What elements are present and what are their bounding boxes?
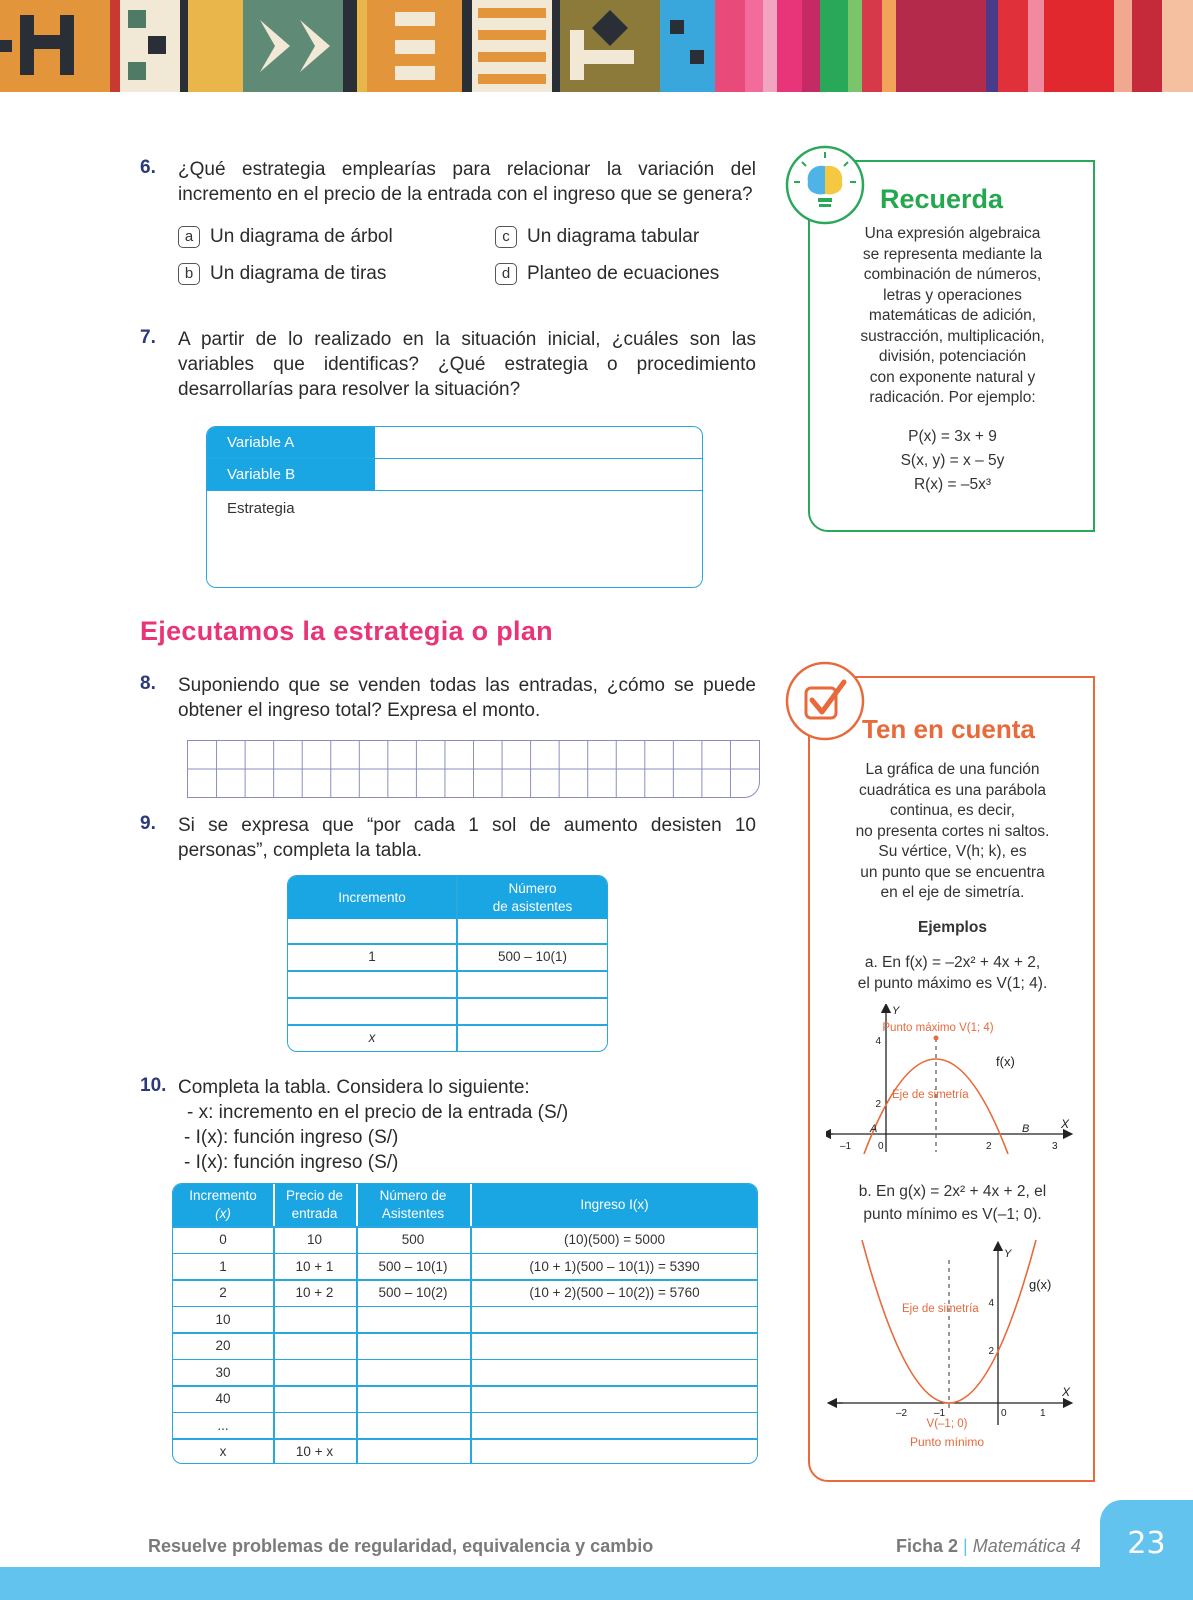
ten-line: Su vértice, V(h; k), es [878, 843, 1027, 860]
option-b[interactable] [178, 263, 386, 285]
variable-a-input[interactable] [375, 427, 702, 458]
example-b [820, 1180, 1085, 1226]
row-divider [173, 1226, 757, 1228]
row-divider [288, 1024, 607, 1026]
header-income: Ingreso I(x) [580, 1197, 649, 1212]
question-6-number: 6. [140, 157, 156, 178]
table-cell: (10 + 2)(500 – 10(2)) = 5760 [529, 1285, 700, 1300]
recuerda-example: S(x, y) = x – 5y [900, 452, 1005, 469]
table-cell: (10 + 1)(500 – 10(1)) = 5390 [529, 1258, 700, 1274]
option-a[interactable] [178, 226, 393, 248]
recuerda-line: división, potenciación [878, 348, 1027, 365]
header-number: Número de [379, 1188, 447, 1203]
ten-line: cuadrática es una parábola [859, 781, 1046, 799]
brain-bulb-icon [784, 144, 866, 226]
examples-title: Ejemplos [918, 919, 987, 936]
example-a-line: el punto máximo es V(1; 4). [857, 974, 1048, 992]
question-10-intro: Completa la tabla. Considera lo siguiente: [178, 1077, 530, 1098]
recuerda-example: R(x) = –5x³ [913, 476, 992, 493]
table-cell: 500 – 10(1) [497, 949, 568, 964]
ten-line: La gráfica de una función [865, 761, 1040, 778]
footer-ficha-label: Ficha 2 [896, 1536, 959, 1556]
ten-en-cuenta-text [820, 760, 1085, 904]
recuerda-line: sustracción, multiplicación, [860, 327, 1045, 345]
variable-b-input[interactable] [375, 459, 702, 490]
option-letter: b [178, 263, 200, 285]
footer-ficha [896, 1536, 1081, 1557]
row-divider [173, 1412, 757, 1414]
recuerda-example: P(x) = 3x + 9 [908, 428, 997, 445]
row-divider [173, 1306, 757, 1308]
point-b-label: B [1022, 1123, 1030, 1135]
table-cell: 10 [306, 1232, 323, 1247]
question-6-text: ¿Qué estrategia emplearías para relacionar la variación del incremento en el precio de la entrada con el ingreso que se genera? [178, 159, 756, 205]
table-cell: (10)(500) = 5000 [564, 1232, 665, 1247]
option-letter: d [495, 263, 517, 285]
tick: –1 [840, 1141, 852, 1152]
decorative-banner [0, 0, 1193, 92]
table-cell: 10 + x [295, 1444, 334, 1459]
header-attendees: de asistentes [492, 899, 573, 914]
variable-a-label: Variable A [207, 427, 375, 458]
recuerda-line: radicación. Por ejemplo: [869, 389, 1036, 406]
graph-a-parabola [826, 1004, 1076, 1154]
recuerda-line: Una expresión algebraica [864, 225, 1041, 242]
row-divider [173, 1438, 757, 1440]
recuerda-line: con exponente natural y [869, 368, 1036, 386]
recuerda-line: matemáticas de adición, [868, 307, 1037, 324]
question-9-text: Si se expresa que “por cada 1 sol de aumento desisten 10 personas”, completa la tabla. [178, 815, 756, 861]
recuerda-examples [820, 425, 1085, 497]
tick: –1 [934, 1408, 946, 1419]
table-cell: 1 [219, 1258, 227, 1274]
variable-b-row [207, 459, 702, 491]
row-divider [173, 1279, 757, 1281]
attendance-table [287, 875, 608, 1052]
ten-line: continua, es decir, [890, 802, 1015, 819]
function-label: f(x) [996, 1054, 1015, 1069]
ten-line: no presenta cortes ni saltos. [855, 822, 1050, 840]
option-label: Un diagrama de árbol [210, 226, 393, 247]
page-number: 23 [1127, 1526, 1166, 1561]
x-axis-label: X [1062, 1385, 1071, 1399]
example-a [820, 953, 1085, 994]
example-a-line: a. En f(x) = –2x² + 4x + 2, [864, 954, 1041, 971]
question-8-text: Suponiendo que se venden todas las entradas, ¿cómo se puede obtener el ingreso total? Expresa el monto. [178, 675, 756, 721]
table-cell: 500 [401, 1232, 425, 1247]
option-label: Un diagrama de tiras [210, 263, 387, 284]
table-cell: 500 – 10(1) [378, 1258, 448, 1274]
tick: 1 [1040, 1408, 1046, 1419]
tick: 4 [875, 1036, 881, 1047]
section-title: Ejecutamos la estrategia o plan [140, 616, 553, 646]
header-number: Número [508, 881, 557, 896]
option-label: Planteo de ecuaciones [527, 263, 720, 284]
row-divider [173, 1332, 757, 1334]
table-cell: 0 [219, 1232, 227, 1247]
table-cell: 10 [215, 1311, 231, 1327]
tick: 2 [988, 1346, 994, 1357]
vertex-label: V(–1; 0) [926, 1418, 968, 1430]
x-axis-label: X [1061, 1117, 1070, 1131]
tick: 0 [1001, 1408, 1007, 1419]
ten-line: un punto que se encuentra [860, 863, 1045, 881]
recuerda-line: combinación de números, [863, 266, 1042, 283]
row-divider [173, 1359, 757, 1361]
point-a-label: A [870, 1123, 878, 1135]
min-point-label: Punto mínimo [909, 1435, 985, 1449]
header-increment: Incremento [338, 890, 406, 905]
footer-bar [0, 1567, 1193, 1600]
row-divider [173, 1253, 757, 1255]
ten-en-cuenta-title: Ten en cuenta [862, 714, 1035, 744]
checkbox-icon [784, 660, 866, 742]
footer-subject: Matemática 4 [972, 1536, 1081, 1556]
symmetry-label: Eje de simetría [892, 1089, 969, 1101]
bullet-3: - I(x): función ingreso (S/) [184, 1152, 399, 1173]
example-b-line: punto mínimo es V(–1; 0). [863, 1206, 1042, 1223]
ten-line: en el eje de simetría. [880, 884, 1025, 901]
symmetry-label: Eje de simetría [902, 1303, 979, 1315]
strategy-label: Estrategia [227, 500, 295, 517]
tick: 3 [1052, 1141, 1058, 1152]
recuerda-line: se representa mediante la [862, 245, 1043, 263]
y-axis-label: Y [892, 1005, 900, 1017]
income-table [172, 1183, 758, 1464]
header-price: Precio de [285, 1188, 344, 1203]
strategy-input[interactable] [207, 491, 702, 588]
table-cell: 2 [219, 1285, 227, 1300]
graph-b-parabola [826, 1240, 1076, 1455]
variable-a-row [207, 427, 702, 459]
footer-competency: Resuelve problemas de regularidad, equivalencia y cambio [148, 1536, 654, 1556]
header-entry: entrada [291, 1206, 338, 1221]
table-cell: ... [217, 1417, 229, 1433]
header-increment: Incremento [189, 1188, 257, 1203]
recuerda-line: letras y operaciones [883, 286, 1022, 304]
recuerda-text [820, 224, 1085, 409]
tick: 2 [875, 1099, 881, 1110]
function-label: g(x) [1029, 1277, 1052, 1292]
option-label: Un diagrama tabular [527, 226, 700, 247]
tick: 2 [986, 1141, 992, 1152]
variable-b-label: Variable B [207, 459, 375, 490]
option-c[interactable] [495, 226, 699, 248]
row-divider [173, 1385, 757, 1387]
option-letter: c [495, 226, 517, 248]
header-x: (x) [215, 1206, 231, 1221]
y-axis-label: Y [1004, 1248, 1012, 1260]
variables-table [206, 426, 703, 588]
footer-separator: | [963, 1536, 968, 1556]
row-divider [288, 943, 607, 945]
question-10-number: 10. [140, 1075, 167, 1096]
header-attendees: Asistentes [381, 1206, 445, 1221]
table-cell: 10 + 2 [295, 1285, 334, 1300]
recuerda-title: Recuerda [880, 184, 1004, 214]
tick: 4 [988, 1298, 994, 1309]
question-9-number: 9. [140, 813, 156, 834]
table-cell: 20 [215, 1338, 231, 1353]
question-8-number: 8. [140, 673, 156, 694]
answer-grid[interactable] [187, 740, 760, 798]
option-letter: a [178, 226, 200, 248]
table-cell: x [219, 1444, 227, 1459]
row-divider [288, 997, 607, 999]
table-cell: 30 [215, 1364, 231, 1380]
tick: –2 [896, 1408, 908, 1419]
question-7-number: 7. [140, 327, 156, 348]
question-7-text: A partir de lo realizado en la situación inicial, ¿cuáles son las variables que identificas? ¿Qué estrategia o procedimiento desarrollarías para resolver la situación? [178, 329, 756, 400]
table-cell: 1 [368, 949, 376, 964]
table-cell: 40 [215, 1391, 231, 1406]
example-b-line: b. En g(x) = 2x² + 4x + 2, el [858, 1183, 1047, 1200]
table-cell: 10 + 1 [295, 1258, 334, 1274]
table-cell: x [368, 1030, 376, 1045]
max-point-label: Punto máximo V(1; 4) [882, 1022, 994, 1034]
tick: 0 [878, 1141, 884, 1152]
row-divider [288, 970, 607, 972]
option-d[interactable] [495, 263, 719, 285]
table-cell: 500 – 10(2) [378, 1285, 448, 1300]
bullet-2: - I(x): función ingreso (S/) [184, 1127, 399, 1148]
parabola-g [862, 1240, 1036, 1403]
bullet-1: - x: incremento en el precio de la entrada (S/) [187, 1102, 569, 1123]
